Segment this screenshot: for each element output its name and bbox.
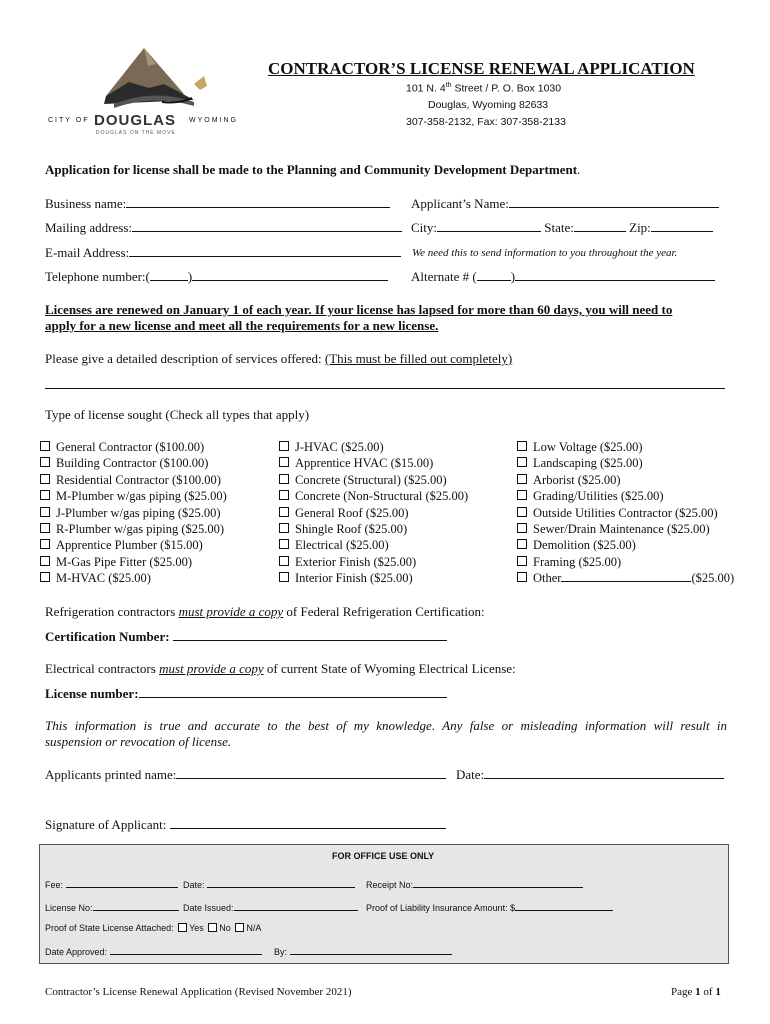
- telephone-close: ): [187, 269, 193, 284]
- license-label: M-HVAC ($25.00): [56, 571, 151, 586]
- office-by-input[interactable]: [290, 945, 452, 955]
- license-column-1: [40, 440, 227, 588]
- address-post: Street / P. O. Box 1030: [451, 82, 562, 95]
- license-option[interactable]: [517, 522, 734, 538]
- other-price: ($25.00): [691, 571, 735, 586]
- license-number-field[interactable]: [45, 685, 447, 702]
- na-label: N/A: [246, 923, 262, 933]
- office-date-input[interactable]: [207, 878, 355, 888]
- other-label: Other: [533, 571, 562, 586]
- checkbox[interactable]: [40, 457, 50, 467]
- certification-number-field[interactable]: [45, 628, 447, 645]
- checkbox[interactable]: [40, 572, 50, 582]
- checkbox[interactable]: [279, 507, 289, 517]
- logo-city-of: CITY OF: [48, 117, 90, 124]
- zip-label: Zip:: [629, 220, 651, 235]
- license-option[interactable]: [40, 506, 227, 522]
- license-option[interactable]: [40, 555, 227, 571]
- office-proof-liability-field[interactable]: [366, 901, 613, 913]
- license-label: Exterior Finish ($25.00): [295, 554, 417, 569]
- electrical-pre: Electrical contractors: [45, 661, 160, 676]
- license-label: R-Plumber w/gas piping ($25.00): [56, 521, 225, 536]
- license-label: Concrete (Structural) ($25.00): [295, 472, 447, 487]
- refrigeration-pre: Refrigeration contractors: [45, 604, 179, 619]
- license-label: General Contractor ($100.00): [56, 440, 205, 454]
- certification-number-input[interactable]: [173, 628, 447, 641]
- office-proof-liability-label: Proof of Liability Insurance Amount: $: [366, 903, 516, 913]
- renewal-notice-line2: apply for a new license and meet all the requirements for a new license.: [45, 318, 439, 333]
- license-label: Demolition ($25.00): [533, 538, 636, 553]
- license-option[interactable]: [279, 440, 468, 456]
- license-option[interactable]: [517, 538, 734, 554]
- license-label: J-HVAC ($25.00): [295, 440, 384, 454]
- license-option[interactable]: [517, 489, 734, 505]
- attestation-line2: suspension or revocation of license.: [45, 734, 232, 749]
- office-proof-state-field: [45, 923, 261, 933]
- office-title: FOR OFFICE USE ONLY: [332, 851, 435, 861]
- intro-period: .: [577, 162, 581, 177]
- city-line: Douglas, Wyoming 82633: [428, 99, 549, 111]
- alternate-field[interactable]: [411, 268, 715, 285]
- applicant-name-input[interactable]: [509, 195, 719, 208]
- license-option[interactable]: [517, 456, 734, 472]
- renewal-notice-line1: Licenses are renewed on January 1 of each year. If your license has lapsed for more than 60 days, you will need to: [45, 302, 673, 317]
- office-use-box: [39, 844, 729, 964]
- intro-bold: Application for license shall be made to the Planning and Community Development Department: [45, 162, 578, 177]
- mountain-logo-icon: [44, 44, 244, 114]
- checkbox[interactable]: [517, 441, 527, 451]
- electrical-note: [45, 661, 516, 677]
- telephone-label: Telephone number:(: [45, 269, 150, 284]
- license-label: Building Contractor ($100.00): [56, 456, 209, 471]
- checkbox[interactable]: [517, 474, 527, 484]
- other-input[interactable]: [561, 571, 691, 582]
- refrigeration-emph: must provide a copy: [178, 604, 284, 619]
- telephone-field[interactable]: [45, 268, 388, 285]
- license-label: General Roof ($25.00): [295, 505, 409, 520]
- date-label: Date:: [456, 767, 485, 782]
- checkbox[interactable]: [40, 490, 50, 500]
- license-option[interactable]: [279, 571, 468, 587]
- office-date-approved-field[interactable]: [45, 945, 262, 957]
- email-label: E-mail Address:: [45, 245, 130, 260]
- email-note: We need this to send information to you throughout the year.: [412, 247, 678, 259]
- logo-name: DOUGLAS: [94, 112, 176, 129]
- office-date-label: Date:: [183, 880, 205, 890]
- checkbox[interactable]: [40, 556, 50, 566]
- checkbox[interactable]: [40, 441, 50, 451]
- license-label: Framing ($25.00): [533, 554, 622, 569]
- checkbox[interactable]: [279, 441, 289, 451]
- city-logo: [44, 44, 244, 144]
- license-option[interactable]: [517, 473, 734, 489]
- license-column-2: [279, 440, 468, 588]
- signature-input[interactable]: [170, 816, 446, 829]
- license-option[interactable]: [517, 506, 734, 522]
- email-field[interactable]: [45, 244, 401, 261]
- zip-input[interactable]: [651, 219, 713, 232]
- office-license-no-label: License No:: [45, 903, 93, 913]
- office-license-no-field[interactable]: [45, 901, 179, 913]
- checkbox[interactable]: [40, 507, 50, 517]
- electrical-emph: must provide a copy: [159, 661, 264, 676]
- license-label: M-Plumber w/gas piping ($25.00): [56, 489, 227, 504]
- license-label: M-Gas Pipe Fitter ($25.00): [56, 554, 193, 569]
- checkbox[interactable]: [40, 523, 50, 533]
- office-by-label: By:: [274, 947, 288, 957]
- yes-label: Yes: [189, 923, 204, 933]
- license-label: Electrical ($25.00): [295, 538, 389, 553]
- intro-text: [45, 162, 580, 178]
- office-date-field[interactable]: [183, 878, 355, 890]
- description-prompt: [45, 351, 512, 367]
- address-pre: 101 N. 4: [406, 82, 446, 95]
- attestation-line1: This information is true and accurate to the best of my knowledge. Any false or misleading information will result in: [45, 718, 727, 733]
- checkbox[interactable]: [517, 539, 527, 549]
- mailing-address-input[interactable]: [132, 219, 402, 232]
- description-prompt-text: Please give a detailed description of services offered:: [45, 351, 325, 366]
- checkbox[interactable]: [279, 490, 289, 500]
- license-label: Sewer/Drain Maintenance ($25.00): [533, 521, 710, 536]
- office-proof-liability-input[interactable]: [515, 901, 613, 911]
- city-label: City:: [411, 220, 438, 235]
- license-label: Arborist ($25.00): [533, 472, 621, 487]
- page-total: 1: [715, 986, 721, 998]
- license-option[interactable]: [40, 522, 227, 538]
- mailing-address-field[interactable]: [45, 219, 402, 236]
- license-label: Low Voltage ($25.00): [533, 440, 643, 454]
- license-option[interactable]: [517, 440, 734, 456]
- checkbox[interactable]: [279, 556, 289, 566]
- date-input[interactable]: [484, 766, 724, 779]
- license-option[interactable]: [40, 489, 227, 505]
- license-column-3: [517, 440, 734, 588]
- page-number: [671, 986, 721, 998]
- checkbox[interactable]: [279, 457, 289, 467]
- license-option[interactable]: [40, 456, 227, 472]
- checkbox[interactable]: [517, 507, 527, 517]
- signature-label: Signature of Applicant:: [45, 817, 170, 832]
- office-date-issued-label: Date Issued:: [183, 903, 234, 913]
- office-date-approved-label: Date Approved:: [45, 947, 108, 957]
- checkbox[interactable]: [279, 523, 289, 533]
- license-option[interactable]: [40, 440, 227, 456]
- mailing-address-label: Mailing address:: [45, 220, 133, 235]
- date-field[interactable]: [456, 766, 724, 783]
- office-by-field[interactable]: [274, 945, 452, 957]
- refrigeration-post: of Federal Refrigeration Certification:: [283, 604, 485, 619]
- office-receipt-label: Receipt No:: [366, 880, 414, 890]
- office-license-no-input[interactable]: [93, 901, 179, 911]
- license-label: Apprentice Plumber ($15.00): [56, 538, 203, 553]
- state-input[interactable]: [574, 219, 626, 232]
- office-fee-input[interactable]: [66, 878, 178, 888]
- checkbox[interactable]: [279, 539, 289, 549]
- license-option[interactable]: [40, 473, 227, 489]
- license-type-prompt: Type of license sought (Check all types that apply): [45, 407, 310, 422]
- page-title: CONTRACTOR’S LICENSE RENEWAL APPLICATION: [268, 59, 695, 78]
- license-option[interactable]: [40, 538, 227, 554]
- no-label: No: [219, 923, 231, 933]
- footer-title: Contractor’s License Renewal Application (Revised November 2021): [45, 986, 352, 998]
- business-name-input[interactable]: [126, 195, 390, 208]
- refrigeration-note: [45, 604, 485, 620]
- checkbox[interactable]: [517, 490, 527, 500]
- no-checkbox[interactable]: [208, 923, 217, 932]
- license-option[interactable]: [279, 506, 468, 522]
- license-number-input[interactable]: [139, 685, 447, 698]
- license-label: Outside Utilities Contractor ($25.00): [533, 505, 718, 520]
- office-fee-field[interactable]: [45, 878, 178, 890]
- license-option[interactable]: [517, 555, 734, 571]
- checkbox[interactable]: [279, 572, 289, 582]
- checkbox[interactable]: [517, 457, 527, 467]
- logo-state: WYOMING: [189, 117, 238, 124]
- page-of: of: [700, 986, 716, 998]
- office-date-approved-input[interactable]: [110, 945, 262, 955]
- business-name-label: Business name:: [45, 196, 127, 211]
- checkbox[interactable]: [517, 572, 527, 582]
- city-field[interactable]: [411, 219, 713, 236]
- license-label: Grading/Utilities ($25.00): [533, 489, 664, 504]
- license-label: Interior Finish ($25.00): [295, 571, 413, 586]
- signature-field[interactable]: [45, 816, 446, 833]
- logo-tagline: DOUGLAS ON THE MOVE: [96, 130, 176, 136]
- description-note: (This must be filled out completely): [324, 351, 513, 366]
- city-input[interactable]: [437, 219, 541, 232]
- state-label: State:: [544, 220, 574, 235]
- telephone-input[interactable]: [192, 268, 388, 281]
- na-checkbox[interactable]: [235, 923, 244, 932]
- alternate-close: ): [510, 269, 516, 284]
- page-pre: Page: [671, 986, 696, 998]
- business-name-field[interactable]: [45, 195, 390, 212]
- checkbox[interactable]: [517, 556, 527, 566]
- license-option[interactable]: [279, 555, 468, 571]
- office-receipt-field[interactable]: [366, 878, 583, 890]
- checkbox[interactable]: [40, 539, 50, 549]
- certification-number-label: Certification Number:: [45, 629, 173, 644]
- alternate-area-input[interactable]: [477, 268, 511, 281]
- license-label: Residential Contractor ($100.00): [56, 472, 221, 487]
- license-label: J-Plumber w/gas piping ($25.00): [56, 505, 221, 520]
- address-line: [406, 82, 561, 95]
- printed-name-field[interactable]: [45, 766, 446, 783]
- description-input-line[interactable]: [45, 388, 725, 389]
- checkbox[interactable]: [279, 474, 289, 484]
- printed-name-label: Applicants printed name:: [45, 767, 177, 782]
- checkbox[interactable]: [517, 523, 527, 533]
- office-receipt-input[interactable]: [413, 878, 583, 888]
- license-number-label: License number:: [45, 686, 139, 701]
- license-label: Landscaping ($25.00): [533, 456, 643, 471]
- office-date-issued-input[interactable]: [234, 901, 358, 911]
- license-option[interactable]: [279, 473, 468, 489]
- alternate-label: Alternate # (: [411, 269, 477, 284]
- license-option[interactable]: [40, 571, 227, 587]
- office-proof-state-label: Proof of State License Attached:: [45, 923, 177, 933]
- page-num: 1: [695, 986, 701, 998]
- license-option[interactable]: [279, 489, 468, 505]
- address-sup: th: [445, 82, 452, 89]
- office-date-issued-field[interactable]: [183, 901, 358, 913]
- license-label: Apprentice HVAC ($15.00): [295, 456, 434, 471]
- license-label: Shingle Roof ($25.00): [295, 521, 408, 536]
- alternate-input[interactable]: [515, 268, 715, 281]
- telephone-area-input[interactable]: [150, 268, 188, 281]
- office-fee-label: Fee:: [45, 880, 64, 890]
- license-option[interactable]: [279, 522, 468, 538]
- electrical-post: of current State of Wyoming Electrical License:: [263, 661, 516, 676]
- license-option[interactable]: [279, 538, 468, 554]
- license-option[interactable]: [279, 456, 468, 472]
- license-option-other[interactable]: [517, 571, 734, 587]
- applicant-name-field[interactable]: [411, 195, 719, 212]
- checkbox[interactable]: [40, 474, 50, 484]
- phone-line: 307-358-2132, Fax: 307-358-2133: [406, 116, 566, 128]
- license-label: Concrete (Non-Structural ($25.00): [295, 489, 469, 504]
- applicant-name-label: Applicant’s Name:: [411, 196, 509, 211]
- printed-name-input[interactable]: [176, 766, 446, 779]
- yes-checkbox[interactable]: [178, 923, 187, 932]
- email-input[interactable]: [129, 244, 401, 257]
